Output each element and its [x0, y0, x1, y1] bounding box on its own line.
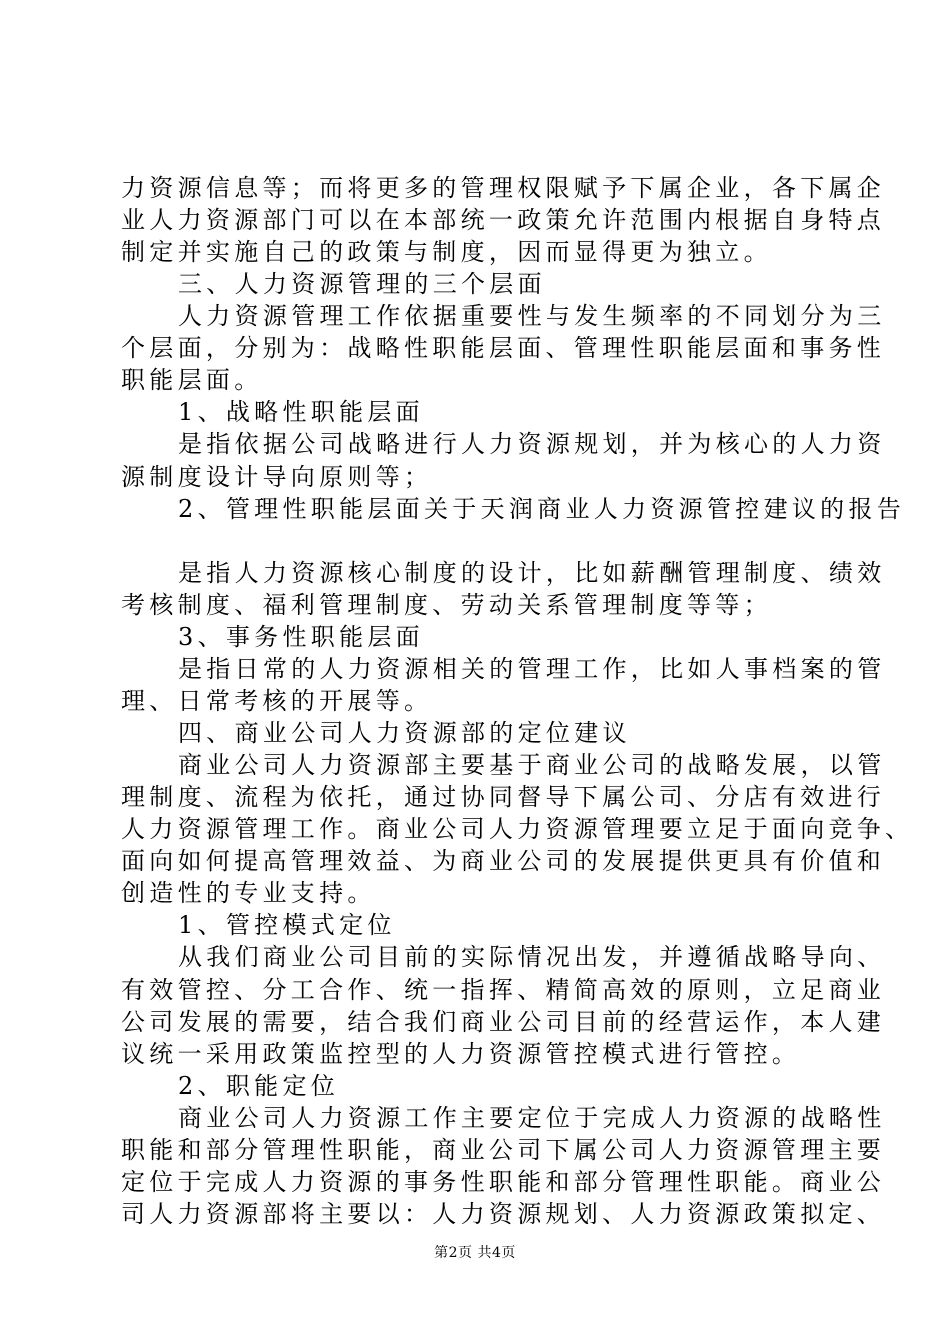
subsection-heading: 1、管控模式定位 — [178, 911, 396, 939]
section-heading: 三、人力资源管理的三个层面 — [178, 270, 546, 298]
text-line: 商业公司人力资源部主要基于商业公司的战略发展，以管 — [178, 751, 886, 779]
text-line: 司人力资源部将主要以：人力资源规划、人力资源政策拟定、 — [121, 1200, 886, 1228]
text-line: 有效管控、分工合作、统一指挥、精简高效的原则，立足商业 — [121, 976, 886, 1004]
text-line: 力资源信息等；而将更多的管理权限赋予下属企业，各下属企 — [121, 174, 886, 202]
text-line: 职能层面。 — [121, 366, 263, 394]
page-number-footer: 第2页 共4页 — [434, 1245, 516, 1261]
text-line: 从我们商业公司目前的实际情况出发，并遵循战略导向、 — [178, 943, 886, 971]
subsection-heading: 2、管理性职能层面关于天润商业人力资源管控建议的报告 — [178, 495, 906, 523]
text-line: 理制度、流程为依托，通过协同督导下属公司、分店有效进行 — [121, 783, 886, 811]
text-line: 是指依据公司战略进行人力资源规划，并为核心的人力资 — [178, 430, 886, 458]
subsection-heading: 2、职能定位 — [178, 1072, 340, 1100]
text-line: 考核制度、福利管理制度、劳动关系管理制度等等； — [121, 591, 772, 619]
text-line: 面向如何提高管理效益、为商业公司的发展提供更具有价值和 — [121, 847, 886, 875]
text-line: 定位于完成人力资源的事务性职能和部分管理性职能。商业公 — [121, 1168, 886, 1196]
text-line: 是指日常的人力资源相关的管理工作，比如人事档案的管 — [178, 655, 886, 683]
text-line: 创造性的专业支持。 — [121, 879, 376, 907]
section-heading: 四、商业公司人力资源部的定位建议 — [178, 719, 631, 747]
text-line: 个层面，分别为：战略性职能层面、管理性职能层面和事务性 — [121, 334, 886, 362]
text-line: 是指人力资源核心制度的设计，比如薪酬管理制度、绩效 — [178, 559, 886, 587]
subsection-heading: 3、事务性职能层面 — [178, 623, 424, 651]
text-line: 制定并实施自己的政策与制度，因而显得更为独立。 — [121, 238, 772, 266]
text-line: 议统一采用政策监控型的人力资源管控模式进行管控。 — [121, 1040, 801, 1068]
text-line: 公司发展的需要，结合我们商业公司目前的经营运作，本人建 — [121, 1008, 886, 1036]
text-line: 人力资源管理工作依据重要性与发生频率的不同划分为三 — [178, 302, 886, 330]
subsection-heading: 1、战略性职能层面 — [178, 398, 424, 426]
text-line: 源制度设计导向原则等； — [121, 463, 433, 491]
text-line: 人力资源管理工作。商业公司人力资源管理要立足于面向竞争、 — [121, 815, 914, 843]
text-line: 业人力资源部门可以在本部统一政策允许范围内根据自身特点 — [121, 206, 886, 234]
text-line: 理、日常考核的开展等。 — [121, 687, 433, 715]
text-line: 职能和部分管理性职能，商业公司下属公司人力资源管理主要 — [121, 1136, 886, 1164]
text-line: 商业公司人力资源工作主要定位于完成人力资源的战略性 — [178, 1104, 886, 1132]
